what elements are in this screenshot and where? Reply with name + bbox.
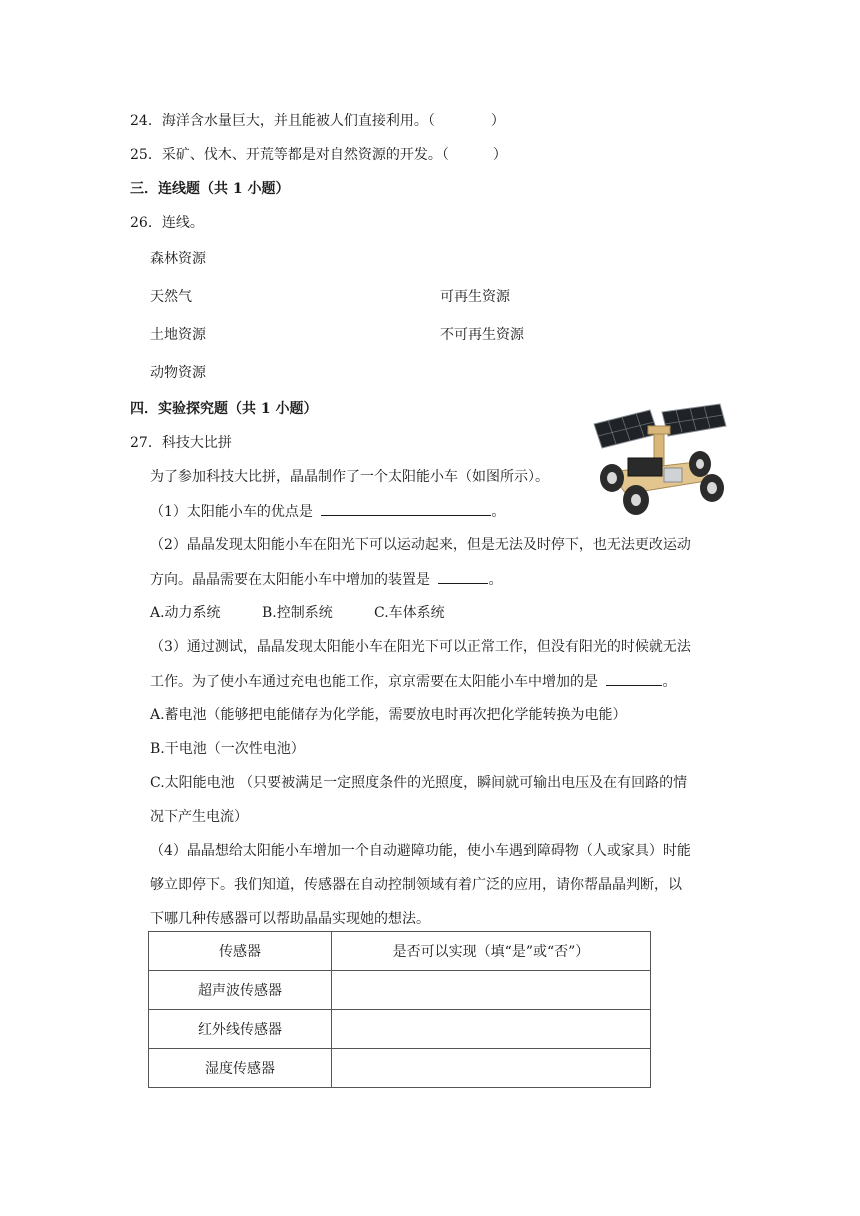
option-b: B.干电池（一次性电池） [150, 741, 305, 757]
answer-blank[interactable] [321, 501, 491, 516]
option-c-line-1: C.太阳能电池 （只要被满足一定照度条件的光照度，瞬间就可输出电压及在有回路的情 [150, 775, 688, 791]
part-suffix: 。 [488, 572, 503, 588]
question-number: 25． [130, 147, 162, 163]
q27-part-2-line-2 [150, 569, 502, 590]
question-number: 26． [130, 215, 162, 231]
match-left-item: 森林资源 [150, 251, 206, 267]
match-left-item: 天然气 [150, 289, 192, 305]
match-right-item: 可再生资源 [440, 289, 510, 305]
option-a: A.蓄电池（能够把电能储存为化学能，需要放电时再次把化学能转换为电能） [150, 707, 627, 723]
close-paren: ） [490, 113, 505, 129]
answer-blank[interactable] [438, 569, 488, 584]
answer-cell[interactable] [332, 1010, 651, 1049]
answer-cell[interactable] [332, 971, 651, 1010]
q27-part-4-line-2: 够立即停下。我们知道，传感器在自动控制领域有着广泛的应用，请你帮晶晶判断，以 [150, 877, 682, 893]
question-27 [130, 433, 232, 453]
sensor-name-cell: 红外线传感器 [149, 1010, 332, 1049]
q27-part-4-line-3: 下哪几种传感器可以帮助晶晶实现她的想法。 [150, 911, 430, 927]
question-text: 连线。 [161, 215, 204, 231]
table-row [149, 1010, 651, 1049]
section-4-title: 四．实验探究题（共 1 小题） [130, 401, 318, 417]
part-text: （1）太阳能小车的优点是 [150, 504, 313, 520]
sensor-name-cell: 超声波传感器 [149, 971, 332, 1010]
sensor-name-cell: 湿度传感器 [149, 1049, 332, 1088]
part-suffix: 。 [662, 674, 677, 690]
table-row [149, 1049, 651, 1088]
question-24 [130, 111, 505, 131]
question-number: 24． [130, 113, 162, 129]
sensor-table [148, 931, 651, 1088]
match-left-item: 土地资源 [150, 327, 206, 343]
close-paren: ） [492, 147, 507, 163]
q27-part-3-line-2 [150, 671, 676, 692]
table-header-row [149, 932, 651, 971]
q27-part-1 [150, 501, 505, 522]
part-text: 工作。为了使小车通过充电也能工作，京京需要在太阳能小车中增加的是 [150, 674, 598, 690]
table-row [149, 971, 651, 1010]
match-right-item: 不可再生资源 [440, 327, 524, 343]
answer-blank[interactable] [606, 671, 662, 686]
option-c: C.车体系统 [374, 605, 445, 621]
match-left-item: 动物资源 [150, 365, 206, 381]
question-25 [130, 145, 507, 165]
q27-intro: 为了参加科技大比拼，晶晶制作了一个太阳能小车（如图所示）。 [150, 469, 549, 485]
answer-cell[interactable] [332, 1049, 651, 1088]
q27-part-4-line-1: （4）晶晶想给太阳能小车增加一个自动避障功能，使小车遇到障碍物（人或家具）时能 [150, 843, 691, 859]
option-b: B.控制系统 [262, 605, 333, 621]
question-26 [130, 213, 204, 233]
part-text: 方向。晶晶需要在太阳能小车中增加的装置是 [150, 572, 430, 588]
question-number: 27． [130, 435, 162, 451]
part-suffix: 。 [491, 504, 506, 520]
header-cell: 传感器 [149, 932, 332, 971]
option-a: A.动力系统 [150, 605, 221, 621]
section-3-title: 三．连线题（共 1 小题） [130, 181, 290, 197]
option-c-line-2: 况下产生电流） [150, 809, 248, 825]
q27-part-2-line-1: （2）晶晶发现太阳能小车在阳光下可以运动起来，但是无法及时停下，也无法更改运动 [150, 537, 691, 553]
question-text: 海洋含水量巨大，并且能被人们直接利用。（ [161, 113, 435, 129]
question-text: 采矿、伐木、开荒等都是对自然资源的开发。（ [161, 147, 449, 163]
q27-part-3-line-1: （3）通过测试，晶晶发现太阳能小车在阳光下可以正常工作，但没有阳光的时候就无法 [150, 639, 691, 655]
question-title: 科技大比拼 [161, 435, 232, 451]
header-cell: 是否可以实现（填“是”或“否”） [332, 932, 651, 971]
solar-car-image [588, 402, 730, 520]
